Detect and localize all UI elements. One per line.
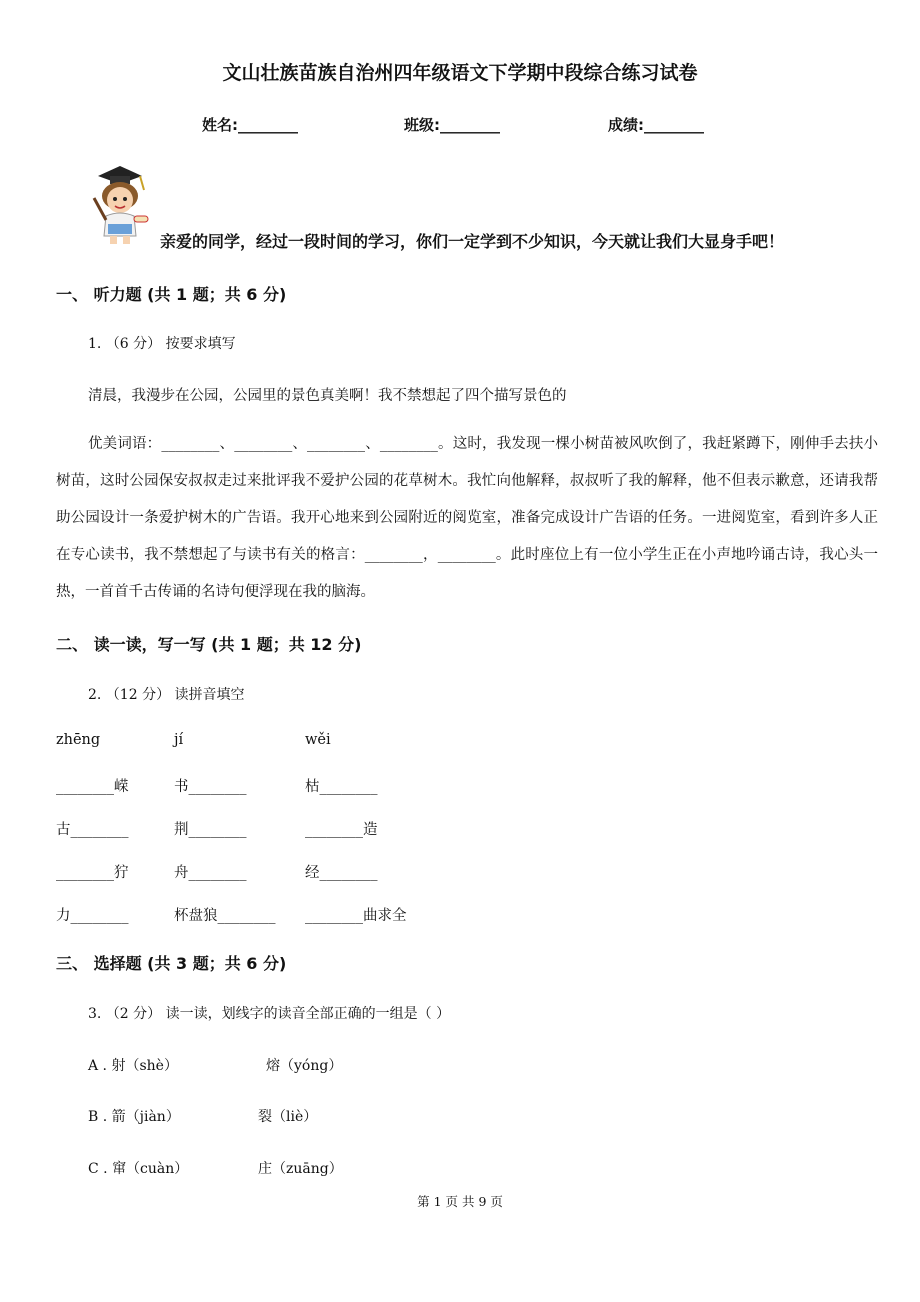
fill-blank[interactable]: ________造 (305, 822, 378, 838)
option-b-second: 裂（liè） (258, 1109, 318, 1125)
fill-blank[interactable]: ________狞 (56, 865, 129, 881)
student-mascot-icon (84, 162, 156, 246)
option-a[interactable]: A . 射（shè） (88, 1058, 178, 1074)
option-c-second: 庄（zuāng） (258, 1161, 343, 1177)
question-1-paragraph: 优美词语：________、________、________、________。这时，我发现一棵小树苗被风吹倒了，我赶紧蹲下，刚伸手去扶小树苗，这时公园保安叔叔走过来批评我不爱护公园的花草树木。我忙向他解释，叔叔听了我的解释，他不但表示歉意，还请我帮助公园设计一条爱护树木的广告语。我开心地来到公园附近的阅览室，准备完成设计广告语的任务。一进阅览室，看到许多人正在专心读书，我不禁想起了与读书有关的格言：________，________。此时座位上有一位小学生正在小声地吟诵古诗，我心头一热，一首首千古传诵的名诗句便浮现在我的脑海。 (56, 436, 878, 600)
section-3-title: 三、 选择题 (共 3 题；共 6 分) (56, 954, 287, 973)
class-field-label: 班级:________ (404, 116, 500, 134)
fill-blank[interactable]: 古________ (56, 822, 129, 838)
fill-blank[interactable]: 力________ (56, 908, 129, 924)
fill-blank[interactable]: ________嵘 (56, 779, 129, 795)
option-c[interactable]: C . 窜（cuàn） (88, 1161, 189, 1177)
fill-blank[interactable]: 杯盘狼________ (174, 908, 276, 924)
name-field-label: 姓名:________ (202, 116, 298, 134)
question-2-heading: 2. （12 分） 读拼音填空 (88, 687, 245, 703)
greeting-text: 亲爱的同学，经过一段时间的学习，你们一定学到不少知识，今天就让我们大显身手吧！ (160, 232, 785, 251)
fill-blank[interactable]: 舟________ (174, 865, 247, 881)
page-title: 文山壮族苗族自治州四年级语文下学期中段综合练习试卷 (222, 62, 698, 84)
option-b[interactable]: B . 箭（jiàn） (88, 1109, 180, 1125)
section-1-title: 一、 听力题 (共 1 题；共 6 分) (56, 285, 287, 304)
score-field-label: 成绩:________ (608, 116, 704, 134)
question-1-heading: 1. （6 分） 按要求填写 (88, 336, 236, 352)
fill-blank[interactable]: 经________ (305, 865, 378, 881)
pinyin-ji: jí (174, 732, 184, 748)
fill-blank[interactable]: ________曲求全 (305, 908, 407, 924)
pinyin-zheng: zhēng (56, 732, 101, 748)
section-2-title: 二、 读一读，写一写 (共 1 题；共 12 分) (56, 635, 362, 654)
fill-blank[interactable]: 枯________ (305, 779, 378, 795)
pinyin-wei: wěi (305, 732, 331, 748)
option-a-second: 熔（yóng） (266, 1058, 343, 1074)
question-1-intro: 清晨，我漫步在公园，公园里的景色真美啊！我不禁想起了四个描写景色的 (88, 388, 567, 404)
fill-blank[interactable]: 书________ (174, 779, 247, 795)
question-3-heading: 3. （2 分） 读一读，划线字的读音全部正确的一组是（ ） (88, 1006, 451, 1022)
fill-blank[interactable]: 荆________ (174, 822, 247, 838)
page-footer: 第 1 页 共 9 页 (417, 1194, 503, 1209)
